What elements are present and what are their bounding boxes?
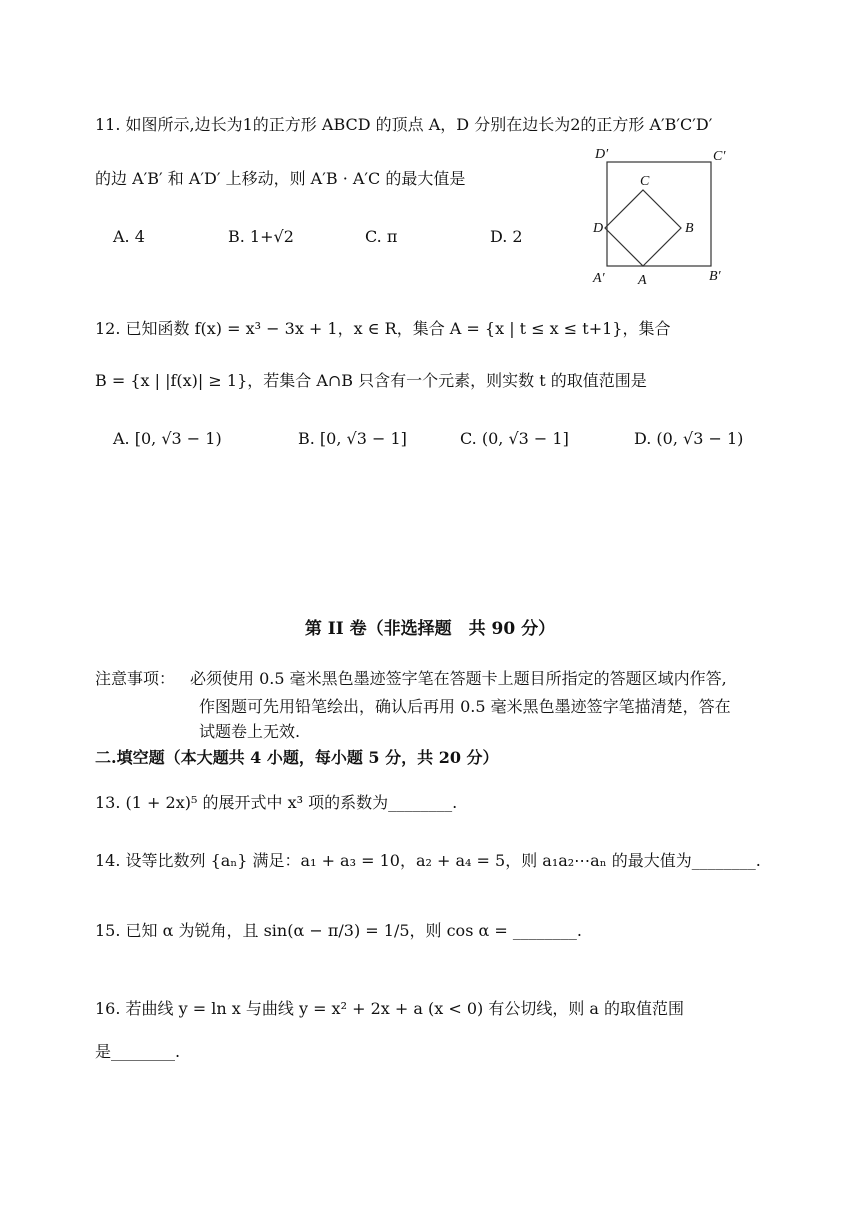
q11-option-c: C. π [365, 227, 398, 246]
label-d-prime: D′ [595, 147, 609, 162]
section-title: 第 II 卷（非选择题 共 90 分） [304, 619, 556, 639]
label-b-prime: B′ [709, 269, 721, 284]
notes-line-2: 作图题可先用铅笔绘出，确认后再用 0.5 毫米黑色墨迹签字笔描清楚，答在 [199, 697, 731, 716]
inner-square [605, 190, 681, 266]
q11-line2: 的边 A′B′ 和 A′D′ 上移动，则 A′B · A′C 的最大值是 [95, 169, 466, 188]
label-c-prime: C′ [713, 149, 726, 164]
q14-text: 14. 设等比数列 {aₙ} 满足：a₁ + a₃ = 10，a₂ + a₄ = 5，则 a₁a₂⋯aₙ 的最大值为________. [95, 851, 761, 870]
label-c: C [640, 174, 650, 189]
q16-line1: 16. 若曲线 y = ln x 与曲线 y = x² + 2x + a (x < 0) 有公切线，则 a 的取值范围 [95, 999, 685, 1018]
label-b: B [685, 221, 694, 236]
label-a-prime: A′ [593, 271, 605, 286]
q11-line1: 11. 如图所示,边长为1的正方形 ABCD 的顶点 A，D 分别在边长为2的正方形 A′B′C′D′ [95, 115, 713, 134]
q12-option-d: D. (0, √3 − 1) [634, 429, 744, 448]
notes-line-3: 试题卷上无效. [199, 722, 301, 741]
q11-square-figure [585, 140, 735, 290]
label-a: A [638, 273, 647, 288]
label-d: D [593, 221, 604, 236]
notes-line-1: 必须使用 0.5 毫米黑色墨迹签字笔在答题卡上题目所指定的答题区域内作答, [190, 669, 727, 688]
q13-text: 13. (1 + 2x)⁵ 的展开式中 x³ 项的系数为________. [95, 793, 458, 812]
q11-option-d: D. 2 [490, 227, 523, 246]
fill-heading: 二.填空题（本大题共 4 小题，每小题 5 分，共 20 分） [95, 748, 499, 767]
q12-line2: B = {x | |f(x)| ≥ 1}，若集合 A∩B 只含有一个元素，则实数 t 的取值范围是 [95, 371, 647, 390]
q12-option-c: C. (0, √3 − 1] [460, 429, 569, 448]
q12-option-b: B. [0, √3 − 1] [298, 429, 407, 448]
q15-text: 15. 已知 α 为锐角，且 sin(α − π/3) = 1/5，则 cos α = ________. [95, 921, 582, 940]
q16-line2: 是________. [95, 1042, 181, 1061]
q11-option-a: A. 4 [113, 227, 145, 246]
notes-label: 注意事项： [95, 669, 176, 688]
q12-line1: 12. 已知函数 f(x) = x³ − 3x + 1，x ∈ R，集合 A = {x | t ≤ x ≤ t+1}，集合 [95, 319, 671, 338]
q11-option-b: B. 1+√2 [228, 227, 294, 246]
q12-option-a: A. [0, √3 − 1) [113, 429, 222, 448]
